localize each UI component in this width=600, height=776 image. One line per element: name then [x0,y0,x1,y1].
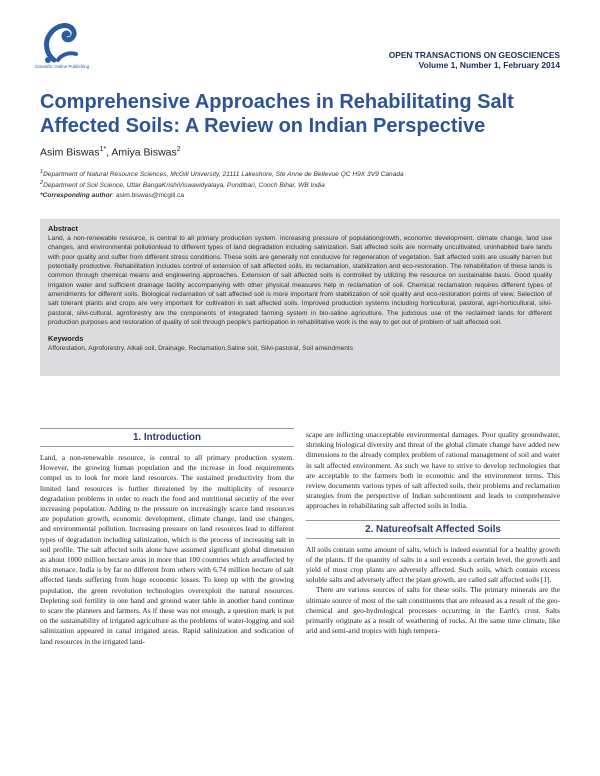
affiliation [40,168,560,179]
introduction-text [40,453,294,647]
keywords-text: Afforestation, Agroforestry, Alkali soil, Drainage, Reclamation,Saline soil, Silvi-pastoral, Soil amendments [48,345,354,353]
author-separator: , [106,146,110,159]
journal-issue: Volume 1, Number 1, February 2014 [418,60,560,70]
right-column [306,430,560,636]
journal-name: OPEN TRANSACTIONS ON GEOSCIENCES [388,50,560,60]
corresponding-author [40,191,560,200]
author-superscript: 1* [99,146,107,153]
paragraph: All soils contain some amount of salts, which is indeed essential for a healthy growth of the plants. If the quantity of salts in a soil exceeds a certain level, the growth and yield of most crop plants are adversely affected. Such soils, which contain excess soluble salts and adversely affect the plant growth, are called salt affected soils [1]. [306,544,560,585]
publisher-logo-icon [36,14,88,70]
corresponding-email[interactable]: : asim.biswas@mcgill.ca [112,191,185,199]
article-title: Comprehensive Approaches in Rehabilitating Salt Affected Soils: A Review on Indian Perspective [40,91,514,137]
publisher-logo [36,14,88,70]
author-name: Amiya Biswas [111,146,177,159]
paragraph: Land, a non-renewable resource, is central to all primary production system. However, the growing human population and the increase in food requirements compel us to look for more land resources. The sustained productivity from the limited land resources is further threatened by the multiplicity of resource degradation problems in order to reach the food and nutritional security of the ever increasing population. Adding to the pressure on increasingly scarce land resources are population growth, economic development, climate change, land use changes, and environmental pollution. Increasing pressure on land resources lead to different types of degradation including salinization, which is the process of increasing salt in soil profile. The salt affected soils alone have assumed significant global dimension as about 1000 million hectare areas in more than 100 countries which areaffected by this menace. India is by far no different from others with 6.74 million hectare of salt affected lands suffering from huge economic losses. To keep up with the growing population, the green revolution technologies overexploit the natural resources. Depleting soil fertility in one hand and ground water table in another hand continue to scare the planners and farmers. As if these was not enough, a question mark is put on the sustainability of irrigated agriculture as the problems of water-logging and soil salinization appeared in canal irrigated areas. Rapid salinization and sodication of land resources in the irrigated land- [40,453,294,646]
left-column [40,428,294,647]
affiliation-number: 2 [40,180,44,187]
keywords-heading: Keywords [48,334,84,344]
abstract-text: Land, a non-renewable resource, is central to all primary production system. Increasing pressure of populationgrowth, economic development, climate change, land use changes, and environmental pollutionlead to different types of land degradation including salinization. Salt affected soils are normally uncultivated, uninhabited bare lands with poor quality and suffer from different stress conditions. These soils are generally not conducive for regeneration of vegetation. Salt affected soils are usually barren but potentially productive. Rehabilitation includes control of extension of salt affected soils, its reclamation, stabilization and eco-restoration. The rehabilitation of these lands is common through chemical means and engineering approaches. Extension of salt affected soils is controlled by utilizing the resource on sustainable basis. Good quality irrigation water and sufficient drainage facility accompanying with other physical measures help in reclamation of soil. Chemical reclamation requires different types of amendments for different soils. Biological reclamation of salt affected soil is more important from stabilization of soil quality and eco-restoration points of view. Selection of salt tolerant plants and crops are very important for cultivation in salt affected soils. Improved production systems including horticultural, pastoral, agri-horticultural, silvi-pastoral, silvi-cultural, agroforestry are the components of integrated farming system in bio-saline agriculture. The judicious use of the reclaimed lands for different production purposes and restoration of quality of soil through people's participation in rehabilitative work is the way to get out of problem of salt affected soil. [48,235,552,327]
affiliation-number: 1 [40,169,44,175]
nature-text [306,545,560,637]
author-list [40,146,181,159]
introduction-continued [306,430,560,512]
section-heading-nature: 2. Natureofsalt Affected Soils [306,520,560,539]
affiliations [40,168,560,200]
abstract-heading: Abstract [48,224,78,233]
paragraph: There are various sources of salts for these soils. The primary minerals are the ultimate source of most of the salt constituents that are released as a result of the geo-chemical and geo-hydrological processes occurring in the Earth's crust. Salts primarily originate as a result of weathering of rocks. At the same time climate, like arid and semi-arid tropics with high tempera- [306,585,560,636]
paragraph: scape are inflicting unacceptable environmental damages. Poor quality groundwater, shrinking biological diversity and threat of the global climate change have added new dimensions to the already complex problem of rational management of soil and water in salt affected environment. As such we have to strive to develop technologies that are acceptable to the farmers both in economic and the environment terms. This review documents various types of salt affected soils, their problems and reclamation strategies from the perspective of Indian subcontinent and leads to comprehensive approaches in rehabilitating salt affected soils in India. [306,430,560,511]
section-heading-introduction: 1. Introduction [40,428,294,447]
abstract-box [40,219,560,376]
publisher-name: Scientific Online Publishing [34,64,90,69]
author-superscript: 2 [176,146,181,153]
journal-header [389,50,560,70]
affiliation-text: Department of Natural Resource Sciences, McGill University, 21111 Lakeshore, Ste Anne de Bellevue QC H9X 3V9 Canada [43,171,404,179]
affiliation [40,179,560,190]
author-name: Asim Biswas [40,146,100,159]
corresponding-label: *Corresponding author [40,191,113,199]
affiliation-text: Department of Soil Science, Uttar BangaKrishiViswavidyalaya, Pundibari, Cooch Bihar, WB India [43,182,325,190]
